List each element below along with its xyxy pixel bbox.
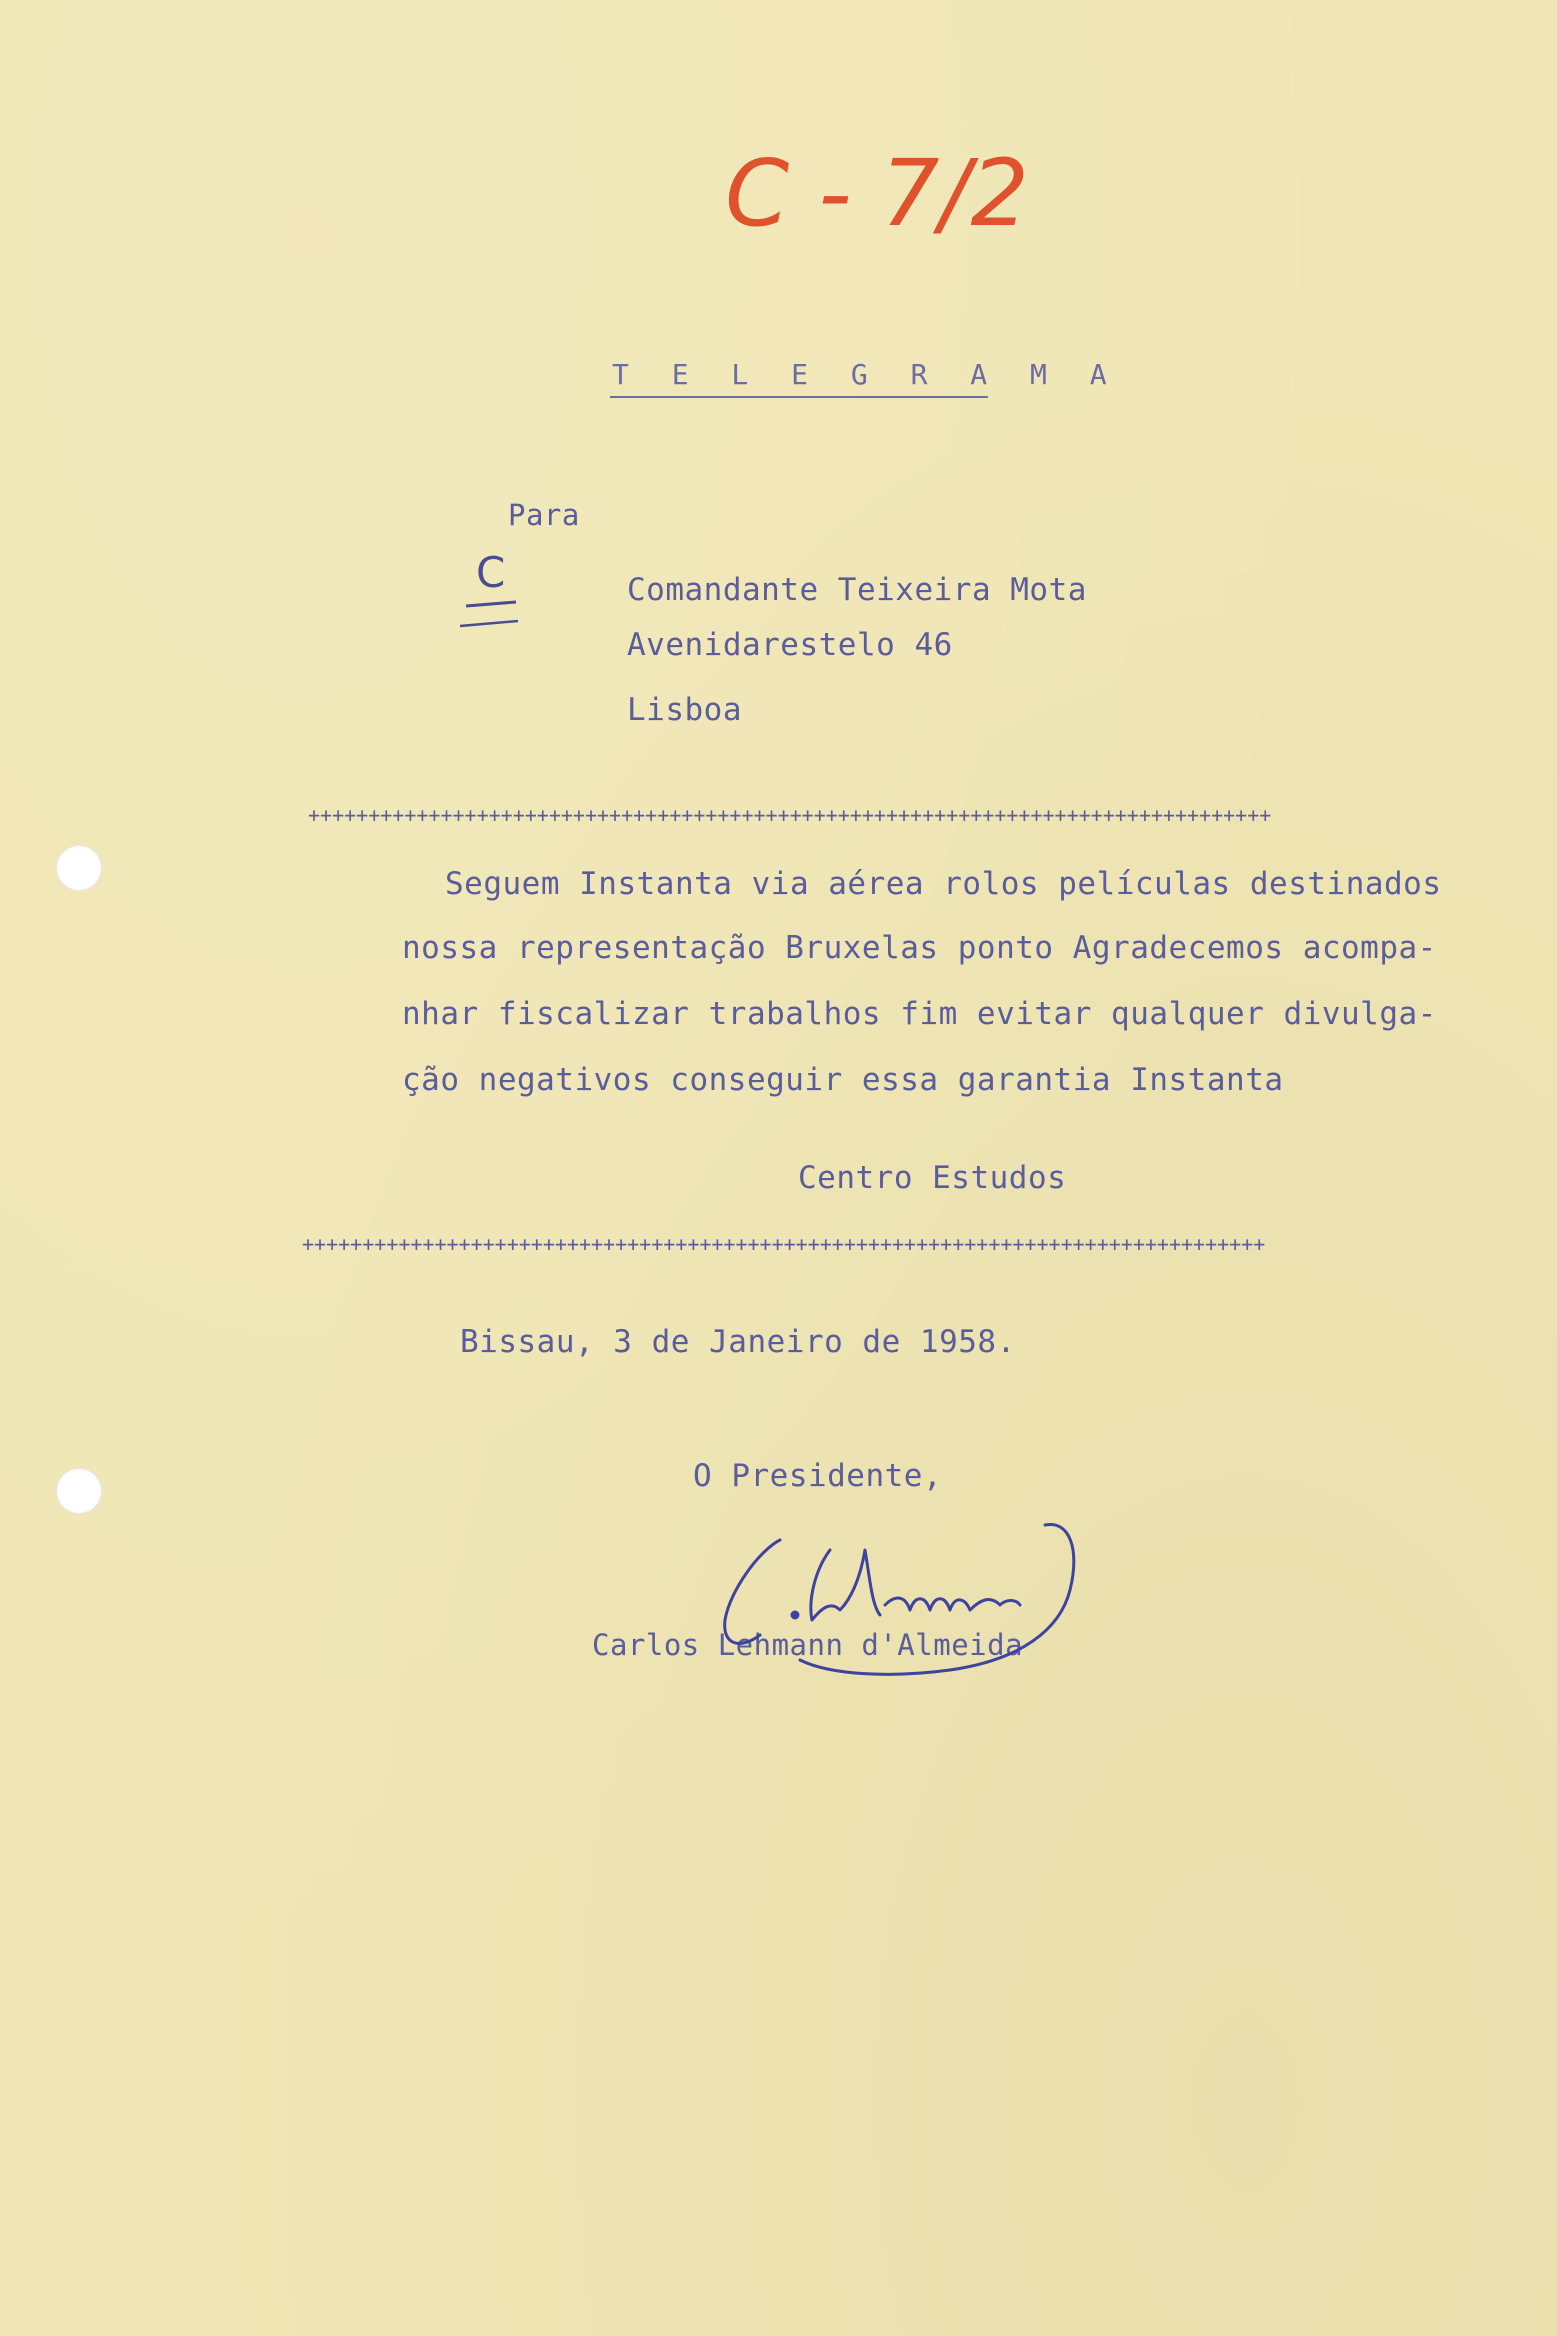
sender-name: Centro Estudos bbox=[798, 1160, 1067, 1196]
place-date: Bissau, 3 de Janeiro de 1958. bbox=[460, 1324, 1016, 1360]
signatory-name: Carlos Lehmann d'Almeida bbox=[592, 1628, 1024, 1662]
recipient-name: Comandante Teixeira Mota bbox=[627, 572, 1087, 608]
punch-hole-bottom bbox=[56, 1468, 102, 1514]
body-line-2: nossa representação Bruxelas ponto Agradecemos acompa- bbox=[402, 930, 1437, 966]
recipient-mark-letter: C bbox=[476, 548, 506, 597]
handwritten-reference: C - 7/2 bbox=[725, 140, 1029, 247]
recipient-mark-underline-icon bbox=[456, 548, 526, 638]
punch-hole-top bbox=[56, 845, 102, 891]
recipient-city: Lisboa bbox=[627, 692, 742, 728]
recipient-address: Avenidarestelo 46 bbox=[627, 627, 953, 663]
handwritten-signature bbox=[700, 1510, 1180, 1710]
recipient-mark bbox=[456, 548, 526, 638]
separator-bottom: ++++++++++++++++++++++++++++++++++++++++++++++++++++++++++++++++++++++++++++++++ bbox=[302, 1232, 1266, 1256]
closing: O Presidente, bbox=[693, 1458, 943, 1494]
title-underline bbox=[610, 396, 988, 398]
body-line-3: nhar fiscalizar trabalhos fim evitar qualquer divulga- bbox=[402, 996, 1437, 1032]
body-line-4: ção negativos conseguir essa garantia Instanta bbox=[402, 1062, 1284, 1098]
body-line-1: Seguem Instanta via aérea rolos películas destinados bbox=[445, 866, 1442, 902]
document-title: T E L E G R A M A bbox=[612, 358, 1120, 391]
para-label: Para bbox=[508, 498, 580, 532]
separator-top: ++++++++++++++++++++++++++++++++++++++++++++++++++++++++++++++++++++++++++++++++ bbox=[308, 803, 1272, 827]
